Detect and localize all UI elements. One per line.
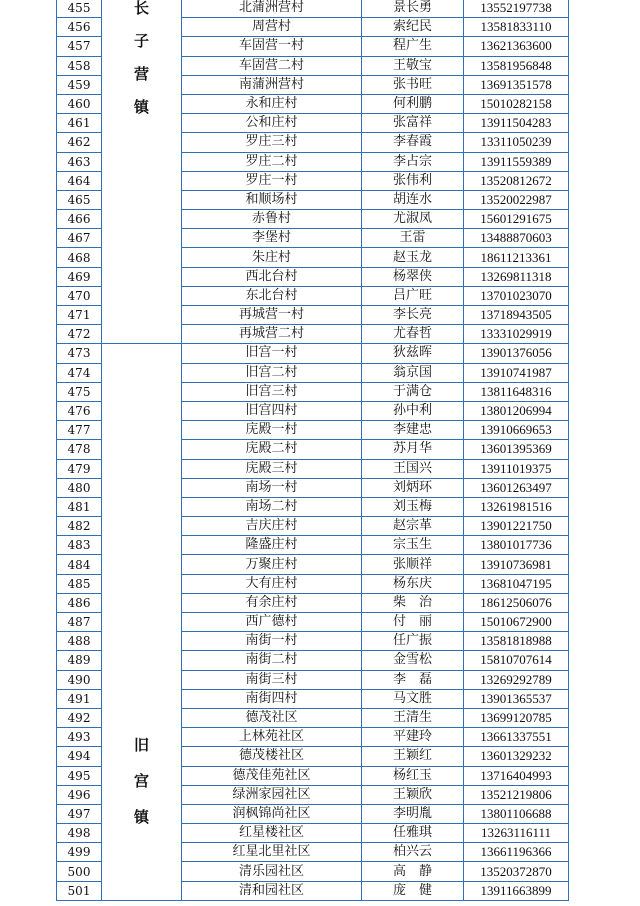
phone-number: 13811648316 xyxy=(464,382,569,401)
row-number: 465 xyxy=(57,190,102,209)
village-name: 庑殿三村 xyxy=(182,459,362,478)
village-name: 罗庄二村 xyxy=(182,152,362,171)
village-name: 有余庄村 xyxy=(182,593,362,612)
phone-number: 13699120785 xyxy=(464,708,569,727)
row-number: 463 xyxy=(57,152,102,171)
town-name-char: 旧 xyxy=(133,736,149,755)
contact-person: 于满仓 xyxy=(362,382,464,401)
contact-person: 程广生 xyxy=(362,37,464,56)
contact-person: 宗玉生 xyxy=(362,536,464,555)
phone-number: 15010282158 xyxy=(464,94,569,113)
village-name: 车固营二村 xyxy=(182,56,362,75)
row-number: 458 xyxy=(57,56,102,75)
phone-number: 13901365537 xyxy=(464,689,569,708)
phone-number: 13269811318 xyxy=(464,267,569,286)
phone-number: 13801206994 xyxy=(464,401,569,420)
contact-person: 赵玉龙 xyxy=(362,248,464,267)
table-body xyxy=(57,0,569,900)
phone-number: 13910736981 xyxy=(464,555,569,574)
village-name: 隆盛庄村 xyxy=(182,536,362,555)
row-number: 461 xyxy=(57,114,102,133)
village-name: 罗庄三村 xyxy=(182,133,362,152)
contact-person: 杨翠侠 xyxy=(362,267,464,286)
phone-number: 13311050239 xyxy=(464,133,569,152)
village-name: 公和庄村 xyxy=(182,114,362,133)
phone-number: 13718943505 xyxy=(464,306,569,325)
phone-number: 13581956848 xyxy=(464,56,569,75)
contact-person: 张富祥 xyxy=(362,114,464,133)
village-name: 德茂楼社区 xyxy=(182,747,362,766)
village-name: 车固营一村 xyxy=(182,37,362,56)
row-number: 498 xyxy=(57,824,102,843)
contact-person: 赵宗革 xyxy=(362,517,464,536)
row-number: 484 xyxy=(57,555,102,574)
row-number: 482 xyxy=(57,517,102,536)
contact-person: 李建忠 xyxy=(362,421,464,440)
village-name: 东北台村 xyxy=(182,286,362,305)
contact-person: 杨东庆 xyxy=(362,574,464,593)
phone-number: 13261981516 xyxy=(464,497,569,516)
contact-person: 刘玉梅 xyxy=(362,497,464,516)
contact-person: 王颖欣 xyxy=(362,785,464,804)
village-name: 南街四村 xyxy=(182,689,362,708)
row-number: 495 xyxy=(57,766,102,785)
contact-person: 张伟利 xyxy=(362,171,464,190)
village-name: 再城营一村 xyxy=(182,306,362,325)
contact-person: 马文胜 xyxy=(362,689,464,708)
contact-person: 景长勇 xyxy=(362,0,464,18)
row-number: 486 xyxy=(57,593,102,612)
phone-number: 15010672900 xyxy=(464,613,569,632)
row-number: 476 xyxy=(57,401,102,420)
row-number: 489 xyxy=(57,651,102,670)
row-number: 480 xyxy=(57,478,102,497)
row-number: 473 xyxy=(57,344,102,363)
row-number: 492 xyxy=(57,708,102,727)
town-name-cell xyxy=(102,344,182,900)
phone-number: 13488870603 xyxy=(464,229,569,248)
village-name: 上林苑社区 xyxy=(182,728,362,747)
phone-number: 13691351578 xyxy=(464,75,569,94)
phone-number: 13911504283 xyxy=(464,114,569,133)
contact-person: 任广振 xyxy=(362,632,464,651)
row-number: 491 xyxy=(57,689,102,708)
phone-number: 13520372870 xyxy=(464,862,569,881)
phone-number: 13801017736 xyxy=(464,536,569,555)
row-number: 466 xyxy=(57,210,102,229)
town-name-cell xyxy=(102,0,182,344)
phone-number: 13552197738 xyxy=(464,0,569,18)
row-number: 493 xyxy=(57,728,102,747)
village-name: 赤鲁村 xyxy=(182,210,362,229)
phone-number: 18611213361 xyxy=(464,248,569,267)
contact-person: 张顺祥 xyxy=(362,555,464,574)
table-row xyxy=(57,344,569,363)
row-number: 483 xyxy=(57,536,102,555)
village-name: 李堡村 xyxy=(182,229,362,248)
contact-person: 庞 健 xyxy=(362,881,464,900)
village-name: 清乐园社区 xyxy=(182,862,362,881)
contact-person: 杨红玉 xyxy=(362,766,464,785)
contact-person: 柴 治 xyxy=(362,593,464,612)
village-name: 旧宫二村 xyxy=(182,363,362,382)
row-number: 474 xyxy=(57,363,102,382)
contact-person: 李 磊 xyxy=(362,670,464,689)
contact-person: 胡连水 xyxy=(362,190,464,209)
row-number: 487 xyxy=(57,613,102,632)
phone-number: 13621363600 xyxy=(464,37,569,56)
village-name: 吉庆庄村 xyxy=(182,517,362,536)
phone-number: 13601395369 xyxy=(464,440,569,459)
village-name: 红星楼社区 xyxy=(182,824,362,843)
contact-person: 王清生 xyxy=(362,708,464,727)
village-name: 南场一村 xyxy=(182,478,362,497)
village-name: 万聚庄村 xyxy=(182,555,362,574)
row-number: 499 xyxy=(57,843,102,862)
village-name: 旧宫四村 xyxy=(182,401,362,420)
phone-number: 13911559389 xyxy=(464,152,569,171)
phone-number: 13661337551 xyxy=(464,728,569,747)
row-number: 471 xyxy=(57,306,102,325)
town-name-char: 营 xyxy=(133,65,149,83)
contact-person: 尤淑凤 xyxy=(362,210,464,229)
row-number: 472 xyxy=(57,325,102,344)
contact-person: 张书旺 xyxy=(362,75,464,94)
contact-person: 孙中利 xyxy=(362,401,464,420)
town-name-char: 镇 xyxy=(133,98,149,116)
village-name: 西北台村 xyxy=(182,267,362,286)
contact-person: 王雷 xyxy=(362,229,464,248)
row-number: 470 xyxy=(57,286,102,305)
contact-person: 付 丽 xyxy=(362,613,464,632)
phone-number: 13911019375 xyxy=(464,459,569,478)
row-number: 488 xyxy=(57,632,102,651)
phone-number: 13911663899 xyxy=(464,881,569,900)
phone-number: 13581818988 xyxy=(464,632,569,651)
village-name: 润枫锦尚社区 xyxy=(182,804,362,823)
village-name: 德茂佳苑社区 xyxy=(182,766,362,785)
village-name: 再城营二村 xyxy=(182,325,362,344)
contact-person: 王敬宝 xyxy=(362,56,464,75)
phone-number: 13263116111 xyxy=(464,824,569,843)
contact-person: 刘炳环 xyxy=(362,478,464,497)
row-number: 468 xyxy=(57,248,102,267)
row-number: 467 xyxy=(57,229,102,248)
phone-number: 13601329232 xyxy=(464,747,569,766)
phone-number: 13269292789 xyxy=(464,670,569,689)
phone-number: 13910741987 xyxy=(464,363,569,382)
phone-number: 13331029919 xyxy=(464,325,569,344)
contact-person: 金雪松 xyxy=(362,651,464,670)
village-name: 罗庄一村 xyxy=(182,171,362,190)
phone-number: 13681047195 xyxy=(464,574,569,593)
row-number: 457 xyxy=(57,37,102,56)
contact-person: 翁京国 xyxy=(362,363,464,382)
phone-number: 13910669653 xyxy=(464,421,569,440)
contact-person: 李占宗 xyxy=(362,152,464,171)
row-number: 501 xyxy=(57,881,102,900)
phone-number: 13520022987 xyxy=(464,190,569,209)
village-name: 南街一村 xyxy=(182,632,362,651)
contact-person: 苏月华 xyxy=(362,440,464,459)
village-name: 大有庄村 xyxy=(182,574,362,593)
contact-person: 狄兹晖 xyxy=(362,344,464,363)
row-number: 462 xyxy=(57,133,102,152)
village-name: 绿洲家园社区 xyxy=(182,785,362,804)
row-number: 479 xyxy=(57,459,102,478)
row-number: 496 xyxy=(57,785,102,804)
contact-person: 尤春哲 xyxy=(362,325,464,344)
village-name: 朱庄村 xyxy=(182,248,362,267)
contact-person: 高 静 xyxy=(362,862,464,881)
town-name-char: 镇 xyxy=(133,808,149,827)
village-name: 永和庄村 xyxy=(182,94,362,113)
row-number: 464 xyxy=(57,171,102,190)
row-number: 494 xyxy=(57,747,102,766)
village-name: 周营村 xyxy=(182,18,362,37)
town-name-char: 宫 xyxy=(133,772,149,791)
village-name: 南街二村 xyxy=(182,651,362,670)
village-name: 和顺场村 xyxy=(182,190,362,209)
village-name: 旧宫三村 xyxy=(182,382,362,401)
row-number: 490 xyxy=(57,670,102,689)
village-name: 南场二村 xyxy=(182,497,362,516)
phone-number: 13520812672 xyxy=(464,171,569,190)
village-name: 南街三村 xyxy=(182,670,362,689)
row-number: 459 xyxy=(57,75,102,94)
village-name: 西广德村 xyxy=(182,613,362,632)
phone-number: 13801106688 xyxy=(464,804,569,823)
contact-person: 平建玲 xyxy=(362,728,464,747)
contact-person: 任雅琪 xyxy=(362,824,464,843)
row-number: 475 xyxy=(57,382,102,401)
row-number: 469 xyxy=(57,267,102,286)
phone-number: 13701023070 xyxy=(464,286,569,305)
phone-number: 15601291675 xyxy=(464,210,569,229)
row-number: 485 xyxy=(57,574,102,593)
village-name: 红星北里社区 xyxy=(182,843,362,862)
village-name: 德茂社区 xyxy=(182,708,362,727)
contact-person: 王国兴 xyxy=(362,459,464,478)
village-name: 清和园社区 xyxy=(182,881,362,900)
contact-table xyxy=(56,0,569,901)
phone-number: 13581833110 xyxy=(464,18,569,37)
table-row xyxy=(57,0,569,18)
row-number: 478 xyxy=(57,440,102,459)
phone-number: 13901221750 xyxy=(464,517,569,536)
contact-person: 李明胤 xyxy=(362,804,464,823)
contact-person: 李长亮 xyxy=(362,306,464,325)
town-name-char: 长 xyxy=(133,0,149,17)
village-name: 庑殿二村 xyxy=(182,440,362,459)
village-name: 北蒲洲营村 xyxy=(182,0,362,18)
phone-number: 15810707614 xyxy=(464,651,569,670)
contact-person: 索纪民 xyxy=(362,18,464,37)
phone-number: 13601263497 xyxy=(464,478,569,497)
row-number: 500 xyxy=(57,862,102,881)
village-name: 旧宫一村 xyxy=(182,344,362,363)
row-number: 481 xyxy=(57,497,102,516)
contact-person: 柏兴云 xyxy=(362,843,464,862)
row-number: 460 xyxy=(57,94,102,113)
phone-number: 13521219806 xyxy=(464,785,569,804)
phone-number: 13901376056 xyxy=(464,344,569,363)
contact-person: 何利鹏 xyxy=(362,94,464,113)
row-number: 456 xyxy=(57,18,102,37)
contact-person: 王颖红 xyxy=(362,747,464,766)
phone-number: 13661196366 xyxy=(464,843,569,862)
village-name: 庑殿一村 xyxy=(182,421,362,440)
town-name-char: 子 xyxy=(133,32,149,50)
village-name: 南蒲洲营村 xyxy=(182,75,362,94)
contact-person: 李春霞 xyxy=(362,133,464,152)
row-number: 497 xyxy=(57,804,102,823)
phone-number: 13716404993 xyxy=(464,766,569,785)
contact-person: 吕广旺 xyxy=(362,286,464,305)
phone-number: 18612506076 xyxy=(464,593,569,612)
row-number: 477 xyxy=(57,421,102,440)
row-number: 455 xyxy=(57,0,102,18)
